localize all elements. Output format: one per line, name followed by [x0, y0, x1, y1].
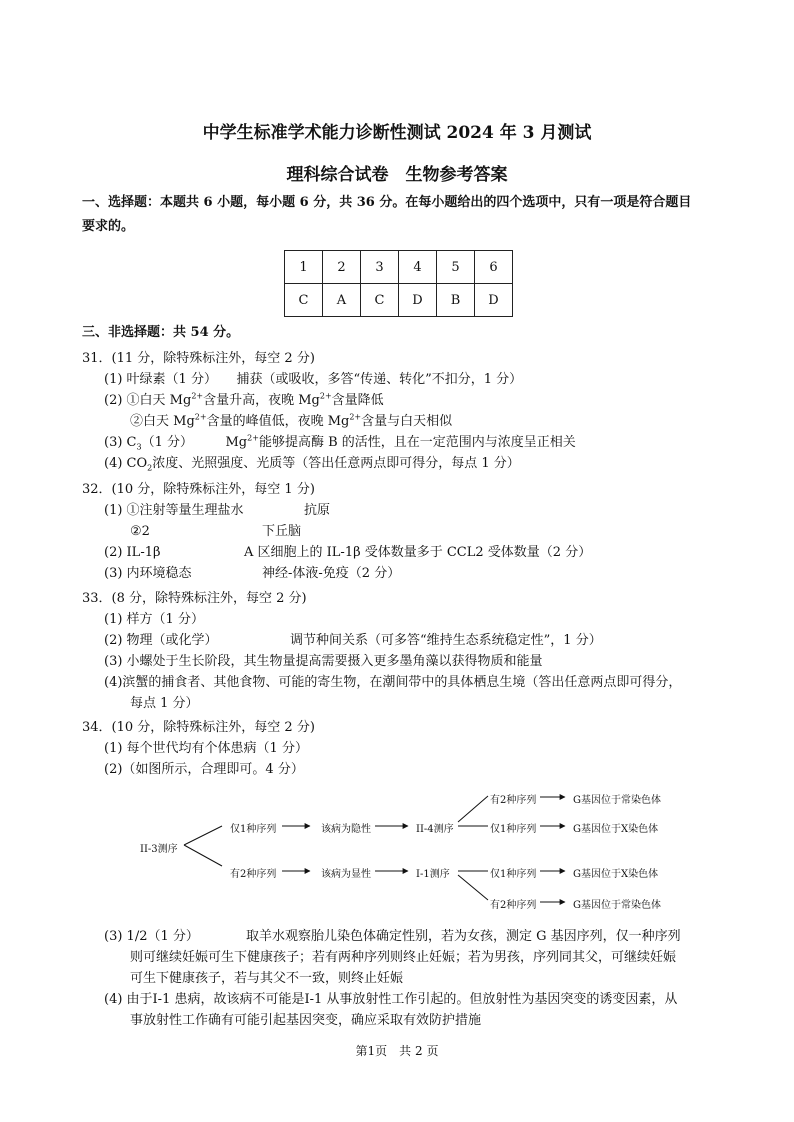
- q31-answer-3-part-c: 能够提高酶 B 的活性，且在一定范围内与浓度呈正相关: [258, 435, 576, 450]
- q31-answer-2b-part-a: ②白天 Mg: [130, 414, 195, 429]
- subscript-2: 2: [147, 463, 153, 473]
- diagram-lower-a-result: G基因位于X染色体: [573, 869, 659, 880]
- q34-answer-3b: 取羊水观察胎儿染色体确定性别，若为女孩，测定 G 基因序列，仅一种序列: [246, 929, 681, 944]
- diagram-upper-a-seq: 有2种序列: [490, 795, 537, 806]
- q32-answer-1c: ②2: [130, 524, 150, 539]
- q31-answer-2-part-b: 含量升高，夜晚 Mg: [203, 393, 320, 408]
- q34-answer-1: (1) 每个世代均有个体患病（1 分）: [104, 741, 308, 756]
- page-subtitle: 理科综合试卷 生物参考答案: [286, 165, 508, 185]
- q33-answer-3: (3) 小螺处于生长阶段，其生物量提高需要摄入更多墨角藻以获得物质和能量: [104, 654, 543, 669]
- q33-answer-1: (1) 样方（1 分）: [104, 612, 204, 627]
- answer-number-6: 6: [475, 251, 513, 284]
- q34-answer-2: (2)（如图所示，合理即可。4 分）: [104, 762, 304, 777]
- q32-answer-1a: (1) ①注射等量生理盐水: [104, 503, 244, 518]
- q33-header: 33．(8 分，除特殊标注外，每空 2 分): [82, 591, 307, 606]
- q34-answer-3-cont1: 则可继续妊娠可生下健康孩子；若有两种序列则终止妊娠；若为男孩，序列同其父，可继续妊娠: [130, 950, 677, 965]
- answer-choice-6: D: [475, 284, 513, 317]
- q31-answer-2b-part-b: 含量的峰值低，夜晚 Mg: [206, 414, 350, 429]
- ion-charge: 2+: [191, 391, 204, 401]
- q33-answer-4-cont: 每点 1 分）: [130, 696, 199, 711]
- q31-header: 31．(11 分，除特殊标注外，每空 2 分): [82, 351, 315, 366]
- q31-answer-4-part-b: 浓度、光照强度、光质等（答出任意两点即可得分，每点 1 分）: [152, 456, 520, 471]
- answer-choice-1: C: [285, 284, 323, 317]
- q34-answer-4: (4) 由于I-1 患病，故该病不可能是I-1 从事放射性工作引起的。但放射性为基因突变的诱变因素，从: [104, 992, 678, 1007]
- answer-number-2: 2: [323, 251, 361, 284]
- ion-charge: 2+: [319, 391, 332, 401]
- q33-answer-2b: 调节种间关系（可多答“维持生态系统稳定性”，1 分）: [290, 633, 602, 648]
- q31-answer-2b-part-c: 含量与白天相似: [361, 414, 453, 429]
- ion-charge: 2+: [247, 433, 259, 443]
- diagram-upper-a-result: G基因位于常染色体: [573, 795, 661, 806]
- q31-answer-2-part-c: 含量降低: [331, 393, 384, 408]
- answer-number-4: 4: [399, 251, 437, 284]
- ion-charge: 2+: [349, 412, 362, 422]
- ion-charge: 2+: [194, 412, 207, 422]
- q32-answer-3a: (3) 内环境稳态: [104, 566, 192, 581]
- q32-answer-2a: (2) IL-1β: [104, 545, 161, 560]
- diagram-upper-branch: 仅1种序列: [230, 824, 277, 835]
- q32-answer-1d: 下丘脑: [262, 524, 302, 539]
- diagram-upper-result: 该病为隐性: [321, 824, 371, 835]
- page-footer: 第1页 共 2 页: [355, 1044, 439, 1058]
- q34-header: 34．(10 分，除特殊标注外，每空 2 分): [82, 720, 315, 735]
- q32-header: 32．(10 分，除特殊标注外，每空 1 分): [82, 482, 315, 497]
- diagram-lower-branch: 有2种序列: [230, 869, 277, 880]
- diagram-lower-b-seq: 有2种序列: [490, 900, 537, 911]
- answer-number-3: 3: [361, 251, 399, 284]
- answer-choice-3: C: [361, 284, 399, 317]
- answer-choice-5: B: [437, 284, 475, 317]
- diagram-root-label: II-3测序: [140, 844, 178, 855]
- q33-answer-2a: (2) 物理（或化学）: [104, 633, 218, 648]
- diagram-lower-result: 该病为显性: [321, 869, 371, 880]
- q32-answer-3b: 神经-体液-免疫（2 分）: [262, 566, 401, 581]
- diagram-upper-b-result: G基因位于X染色体: [573, 824, 659, 835]
- section1-heading: 一、选择题：本题共 6 小题，每小题 6 分，共 36 分。在每小题给出的四个选项中，只有一项是符合题目: [82, 195, 692, 210]
- answer-choice-4: D: [399, 284, 437, 317]
- branch-line-upper: [184, 826, 222, 845]
- diagram-lower-a-seq: 仅1种序列: [490, 869, 537, 880]
- answer-number-1: 1: [285, 251, 323, 284]
- q34-answer-3a: (3) 1/2（1 分）: [104, 929, 199, 944]
- subscript-3: 3: [136, 442, 142, 452]
- q32-answer-1b: 抗原: [304, 503, 331, 518]
- diagram-upper-test: II-4测序: [416, 824, 454, 835]
- section1-heading-cont: 要求的。: [82, 219, 135, 234]
- diagram-lower-b-result: G基因位于常染色体: [573, 900, 661, 911]
- section3-heading: 三、非选择题：共 54 分。: [82, 325, 240, 340]
- q33-answer-4: (4)滨蟹的捕食者、其他食物、可能的寄生物，在潮间带中的具体栖息生境（答出任意两点即可得分，: [104, 675, 682, 690]
- q34-answer-3-cont2: 可生下健康孩子，若与其父不一致，则终止妊娠: [130, 971, 404, 986]
- branch-ii4-up: [458, 796, 488, 822]
- branch-i1-down: [458, 875, 488, 900]
- q31-answer-2-part-a: (2) ①白天 Mg: [104, 393, 192, 408]
- answer-choice-2: A: [323, 284, 361, 317]
- branch-line-lower: [184, 845, 222, 866]
- q31-answer-1: (1) 叶绿素（1 分） 捕获（或吸收，多答“传递、转化”不扣分，1 分）: [104, 372, 523, 387]
- page-title: 中学生标准学术能力诊断性测试 2024 年 3 月测试: [202, 123, 592, 143]
- q34-answer-4-cont: 事放射性工作确有可能引起基因突变，确应采取有效防护措施: [130, 1013, 482, 1028]
- diagram-lower-test: I-1测序: [416, 869, 450, 880]
- diagram-upper-b-seq: 仅1种序列: [490, 824, 537, 835]
- q31-answer-4-part-a: (4) CO: [104, 456, 148, 471]
- q31-answer-3-part-a: (3) C: [104, 435, 137, 450]
- q31-answer-3-part-b: （1 分） Mg: [141, 435, 248, 450]
- answer-number-5: 5: [437, 251, 475, 284]
- q32-answer-2b: A 区细胞上的 IL-1β 受体数量多于 CCL2 受体数量（2 分）: [244, 545, 592, 560]
